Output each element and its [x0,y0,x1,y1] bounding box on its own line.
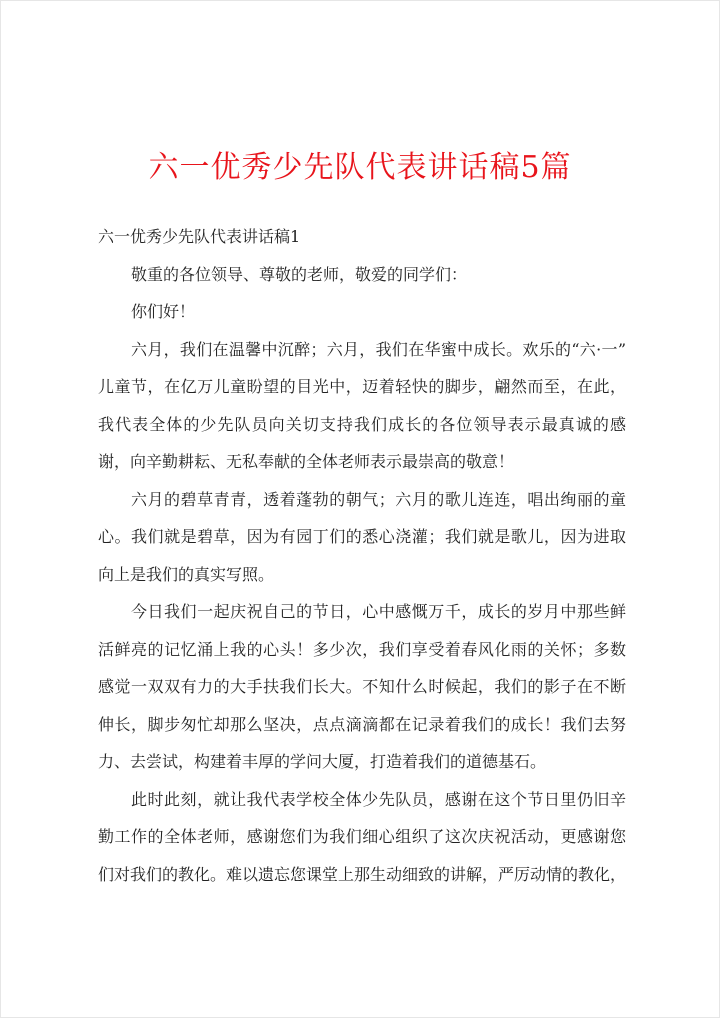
paragraph-line: 敬重的各位领导、尊敬的老师，敬爱的同学们： [131,264,468,284]
paragraph [98,293,626,331]
section-heading: 六一优秀少先队代表讲话稿1 [98,227,301,246]
paragraph [98,593,626,781]
paragraphs [98,256,626,894]
paragraph-line: 们对我们的教化。难以遗忘您课堂上那生动细致的讲解，严厉动情的教化， [98,864,627,884]
paragraph-line: 心。我们就是碧草，因为有园丁们的悉心浇灌；我们就是歌儿，因为进取 [98,527,626,546]
paragraph-line: 此时此刻，就让我代表学校全体少先队员，感谢在这个节日里仍旧辛 [131,789,626,809]
paragraph-line: 力、去尝试，构建着丰厚的学问大厦，打造着我们的道德基石。 [98,752,547,771]
paragraph-line: 感觉一双双有力的大手扶我们长大。不知什么时候起，我们的影子在不断 [98,677,626,696]
paragraph [98,481,626,594]
paragraph [98,331,626,481]
document-body [98,218,626,893]
paragraph-line: 谢，向辛勤耕耘、无私奉献的全体老师表示最崇高的敬意！ [98,452,515,471]
paragraph-line: 六月，我们在温馨中沉醉；六月，我们在华蜜中成长。欢乐的“六·一” [131,339,626,359]
paragraph [98,256,626,294]
document-title: 六一优秀少先队代表讲话稿5篇 [148,150,572,185]
paragraph-line: 今日我们一起庆祝自己的节日，心中感慨万千，成长的岁月中那些鲜 [131,602,626,621]
paragraph-line: 活鲜亮的记忆涌上我的心头！多少次，我们享受着春风化雨的关怀；多数 [98,639,626,659]
paragraph-line: 你们好！ [131,302,196,321]
paragraph-line: 向上是我们的真实写照。 [98,564,275,584]
paragraph-line: 六月的碧草青青，透着蓬勃的朝气；六月的歌儿连连，唱出绚丽的童 [131,489,626,509]
paragraph-line: 伸长，脚步匆忙却那么坚决，点点滴滴都在记录着我们的成长！我们去努 [98,714,626,734]
paragraph [98,781,626,894]
paragraph-line: 儿童节，在亿万儿童盼望的目光中，迈着轻快的脚步，翩然而至，在此， [98,377,626,396]
paragraph-line: 勤工作的全体老师，感谢您们为我们细心组织了这次庆祝活动，更感谢您 [98,827,626,846]
paragraph-line: 我代表全体的少先队员向关切支持我们成长的各位领导表示最真诚的感 [98,414,626,434]
